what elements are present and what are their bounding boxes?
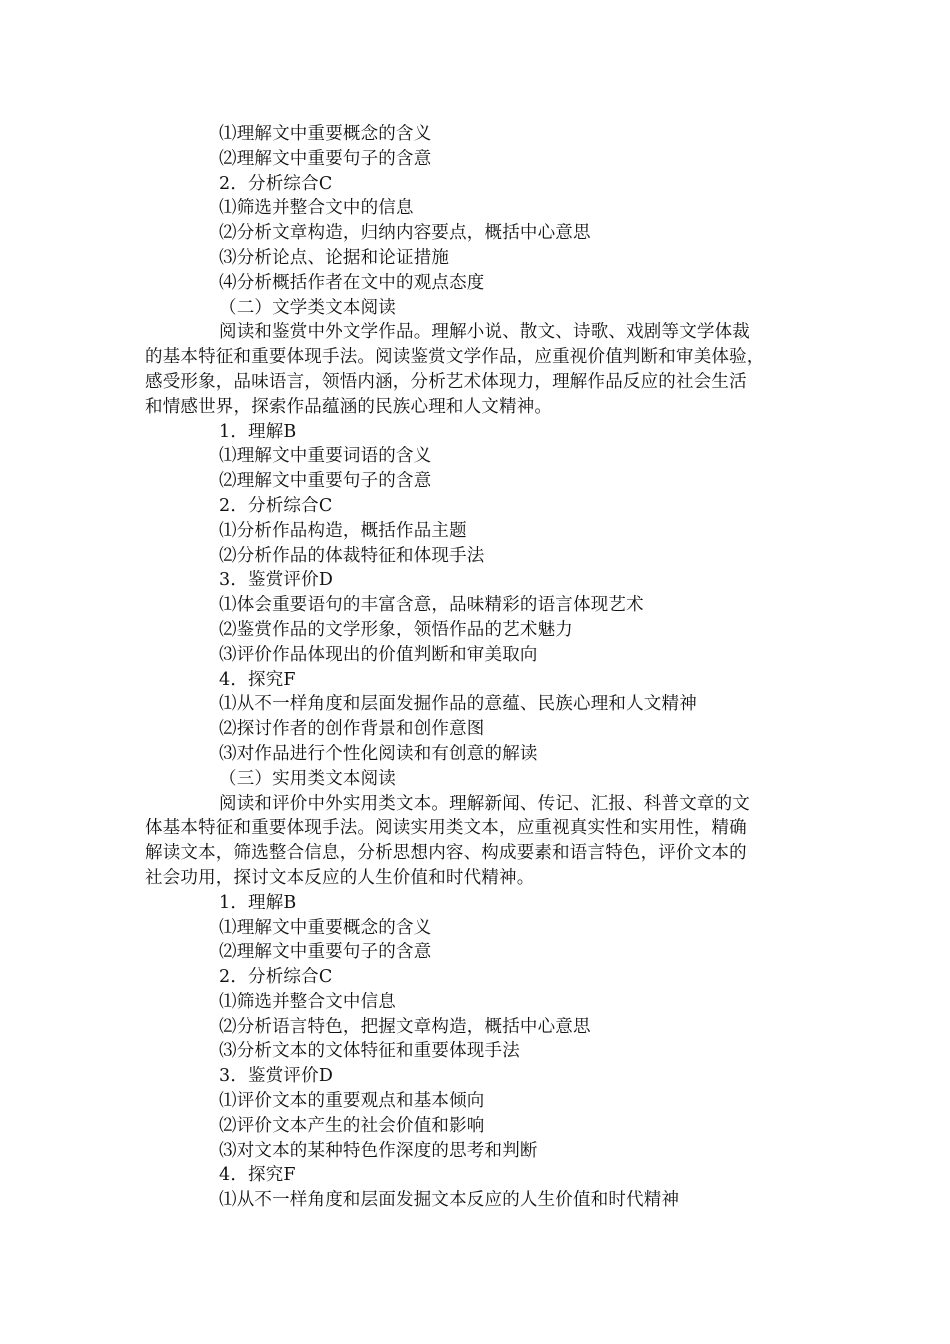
document-page [0, 122, 950, 1213]
list-item: 2．分析综合C [219, 173, 333, 194]
list-item: ⑶对作品进行个性化阅读和有创意的解读 [219, 743, 538, 764]
paragraph-line: 的基本特征和重要体现手法。阅读鉴赏文学作品，应重视价值判断和审美体验， [145, 347, 765, 368]
list-item: ⑵评价文本产生的社会价值和影响 [219, 1115, 485, 1136]
list-item: ⑴从不一样角度和层面发掘作品的意蕴、民族心理和人文精神 [219, 694, 697, 715]
paragraph-line: 阅读和评价中外实用类文本。理解新闻、传记、汇报、科普文章的文 [219, 793, 750, 814]
list-item: 4．探究F [219, 1165, 296, 1186]
list-item: ⑵分析文章构造，归纳内容要点，概括中心意思 [219, 223, 591, 244]
list-item: 4．探究F [219, 669, 296, 690]
list-item: ⑶评价作品体现出的价值判断和审美取向 [219, 644, 538, 665]
paragraph-line: 解读文本，筛选整合信息，分析思想内容、构成要素和语言特色，评价文本的 [145, 843, 747, 864]
paragraph-line: 阅读和鉴赏中外文学作品。理解小说、散文、诗歌、戏剧等文学体裁 [219, 322, 750, 343]
list-item: ⑴理解文中重要概念的含义 [219, 124, 432, 144]
list-item: ⑵鉴赏作品的文学形象，领悟作品的艺术魅力 [219, 619, 573, 640]
list-item: ⑴理解文中重要词语的含义 [219, 446, 432, 467]
list-item: ⑴分析作品构造，概括作品主题 [219, 520, 467, 541]
list-item: ⑴体会重要语句的丰富含意，品味精彩的语言体现艺术 [219, 595, 644, 616]
list-item: ⑷分析概括作者在文中的观点态度 [219, 272, 485, 293]
list-item: ⑵分析语言特色，把握文章构造，概括中心意思 [219, 1016, 591, 1037]
list-item: 1．理解B [219, 421, 297, 442]
list-item: ⑴理解文中重要概念的含义 [219, 917, 432, 938]
list-item: 1．理解B [219, 892, 297, 913]
list-item: ⑵探讨作者的创作背景和创作意图 [219, 719, 485, 740]
section-heading: （三）实用类文本阅读 [219, 768, 396, 789]
list-item: ⑴筛选并整合文中的信息 [219, 198, 414, 219]
list-item: ⑵分析作品的体裁特征和体现手法 [219, 545, 485, 566]
list-item: 2．分析综合C [219, 967, 333, 988]
list-item: 3．鉴赏评价D [219, 570, 334, 591]
list-item: ⑴筛选并整合文中信息 [219, 991, 396, 1012]
list-item: ⑴评价文本的重要观点和基本倾向 [219, 1091, 485, 1112]
paragraph-line: 体基本特征和重要体现手法。阅读实用类文本，应重视真实性和实用性，精确 [145, 818, 747, 839]
list-item: ⑶对文本的某种特色作深度的思考和判断 [219, 1140, 538, 1161]
list-item: ⑶分析文本的文体特征和重要体现手法 [219, 1041, 520, 1062]
paragraph-line: 感受形象，品味语言，领悟内涵，分析艺术体现力，理解作品反应的社会生活 [145, 371, 747, 392]
list-item: 2．分析综合C [219, 495, 333, 516]
paragraph-line: 社会功用，探讨文本反应的人生价值和时代精神。 [145, 867, 535, 888]
list-item: ⑶分析论点、论据和论证措施 [219, 247, 450, 268]
list-item: 3．鉴赏评价D [219, 1066, 334, 1087]
list-item: ⑵理解文中重要句子的含意 [219, 148, 432, 169]
list-item: ⑵理解文中重要句子的含意 [219, 942, 432, 963]
paragraph-line: 和情感世界，探索作品蕴涵的民族心理和人文精神。 [145, 396, 553, 417]
section-heading: （二）文学类文本阅读 [219, 297, 396, 318]
list-item: ⑵理解文中重要句子的含意 [219, 471, 432, 492]
list-item: ⑴从不一样角度和层面发掘文本反应的人生价值和时代精神 [219, 1190, 680, 1211]
